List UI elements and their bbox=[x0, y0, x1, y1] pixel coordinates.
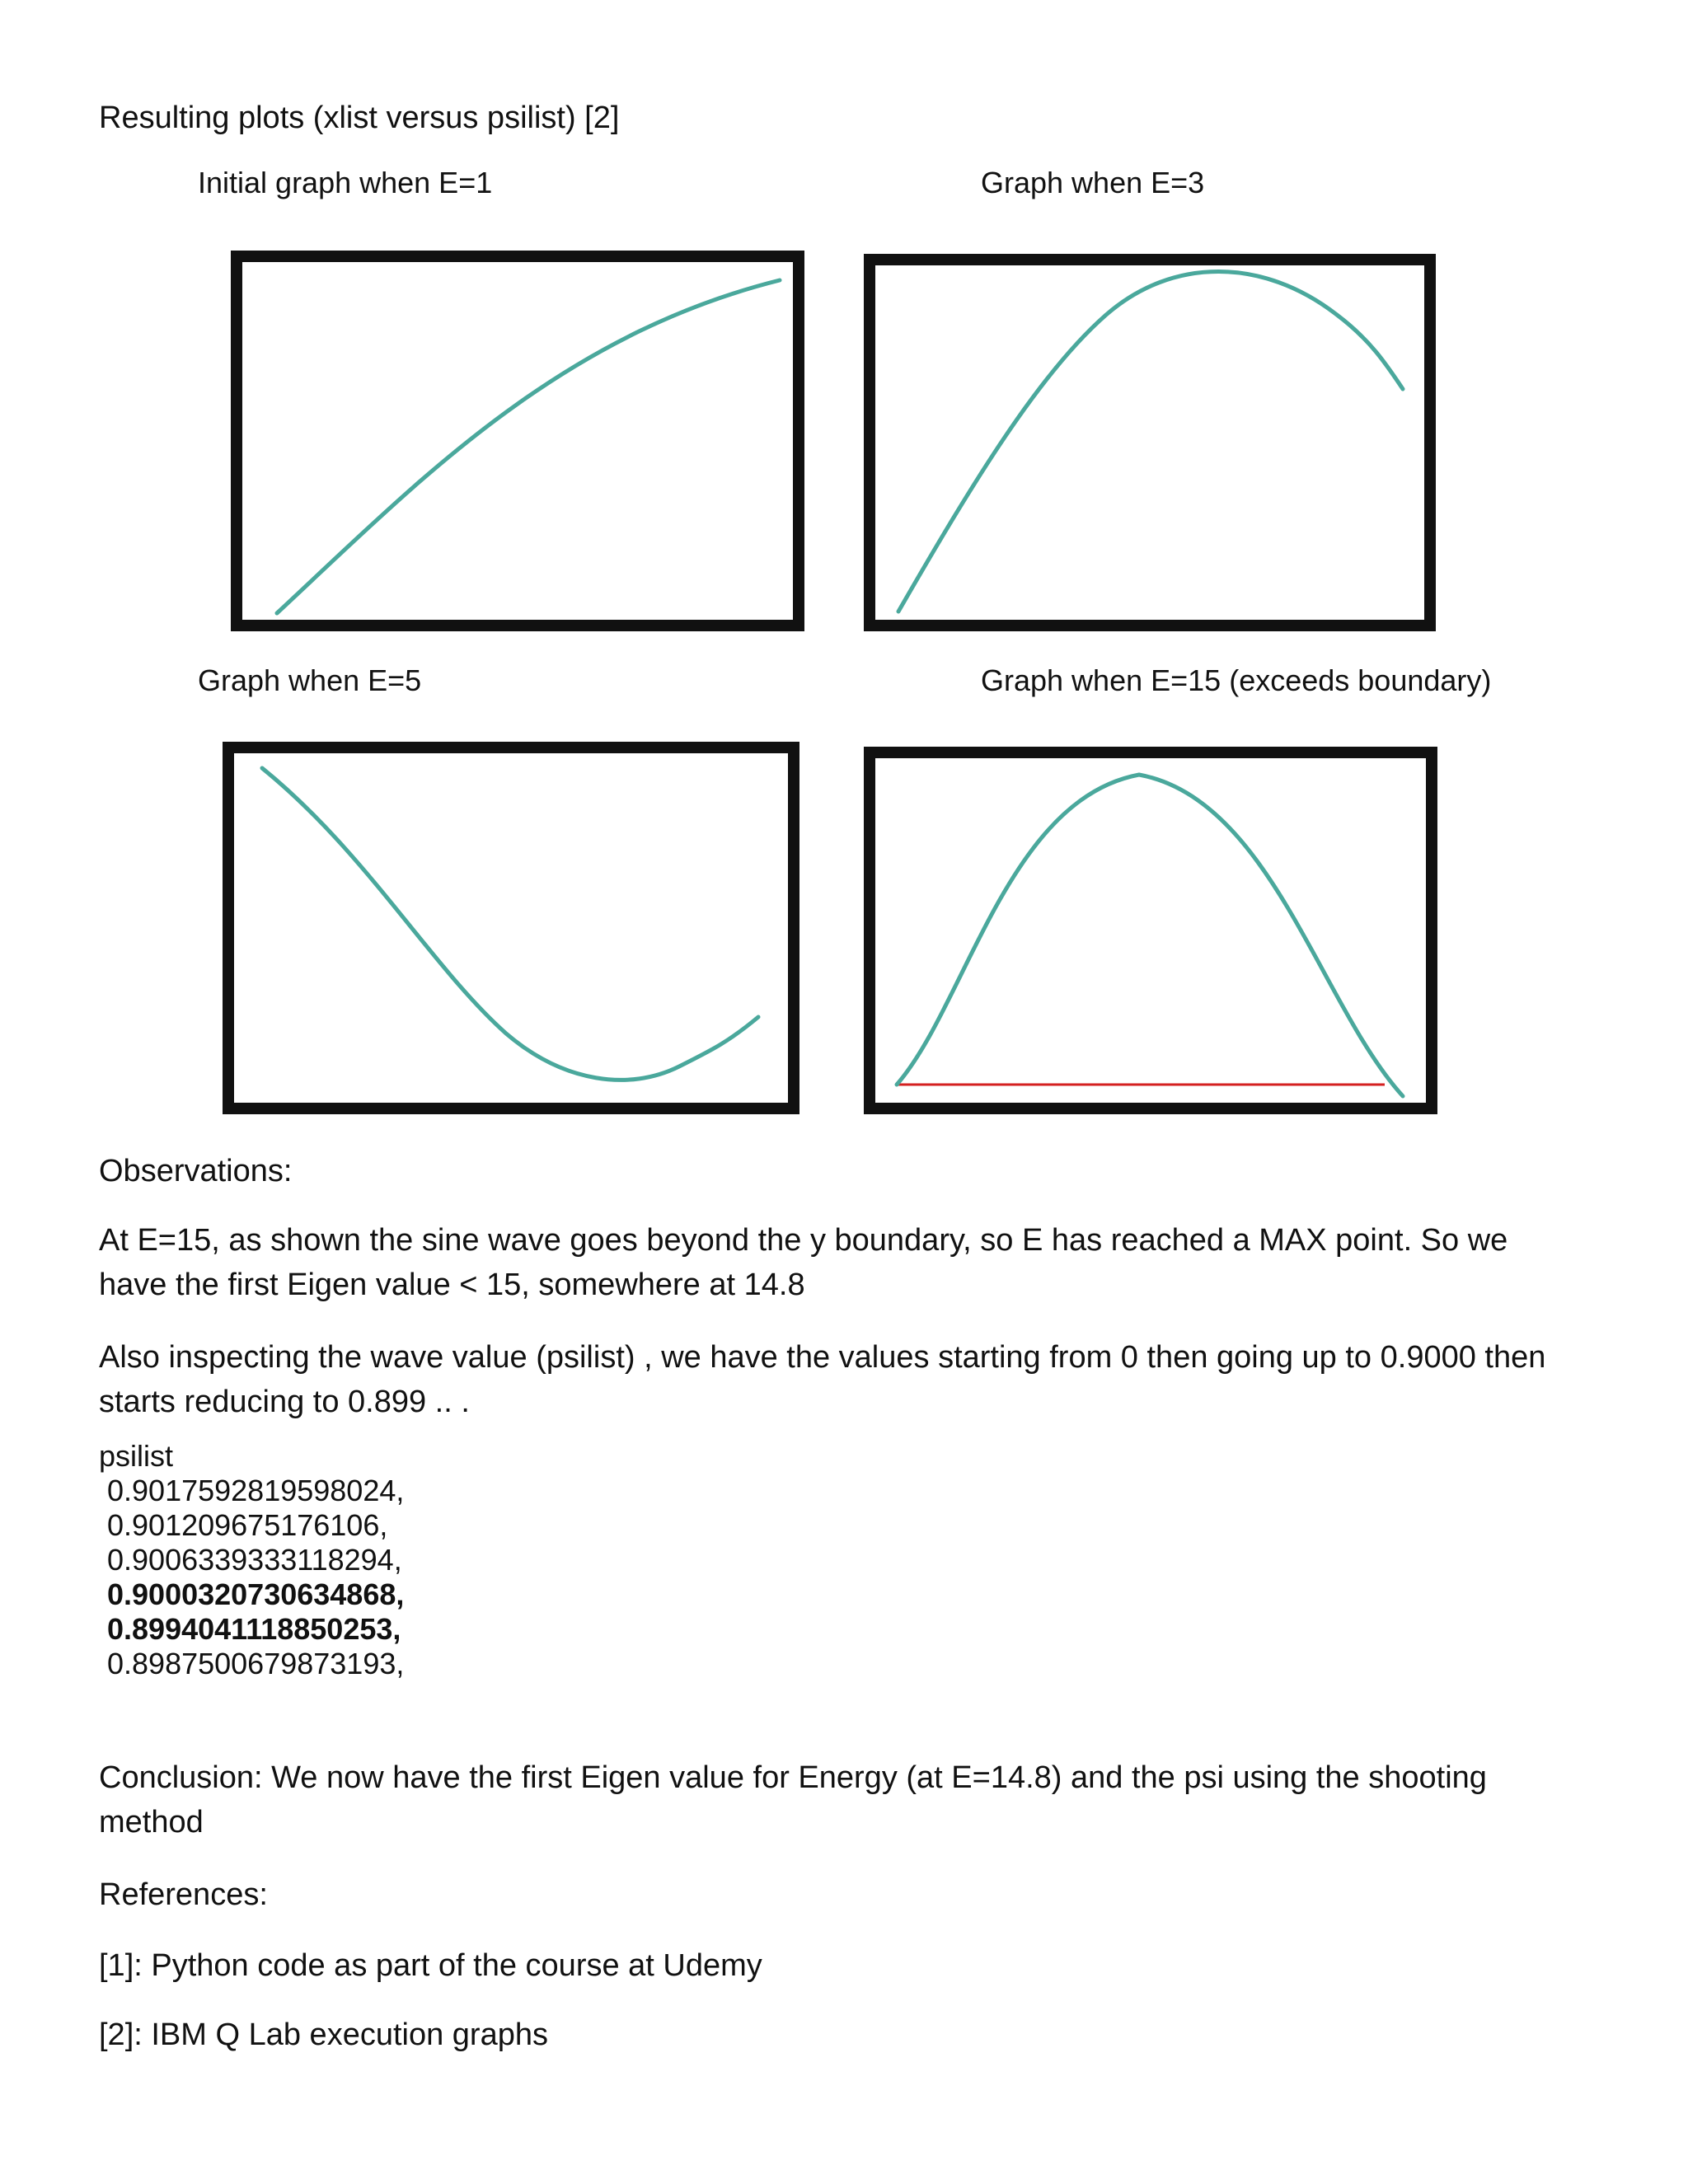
psilist-value: 0.9017592819598024, bbox=[107, 1474, 405, 1507]
plot-caption-e3: Graph when E=3 bbox=[981, 166, 1205, 199]
reference-item-2: [2]: IBM Q Lab execution graphs bbox=[99, 2018, 548, 2052]
references-heading: References: bbox=[99, 1877, 268, 1912]
plot-caption-e5: Graph when E=5 bbox=[198, 663, 422, 697]
plot-e3 bbox=[864, 254, 1436, 631]
plot-e5-svg bbox=[234, 753, 788, 1103]
plot-e15-svg bbox=[875, 758, 1426, 1103]
section-title: Resulting plots (xlist versus psilist) [2] bbox=[99, 101, 620, 135]
plot-e15 bbox=[864, 747, 1437, 1114]
observations-paragraph-2: Also inspecting the wave value (psilist) , we have the values starting from 0 then going up to 0.9000 then starts reducing to 0.899 .. . bbox=[99, 1340, 1546, 1419]
curve-e5 bbox=[262, 768, 758, 1080]
plot-e3-svg bbox=[875, 265, 1424, 620]
reference-item-1: [1]: Python code as part of the course at Udemy bbox=[99, 1948, 762, 1983]
psilist-label: psilist bbox=[99, 1439, 174, 1473]
psilist-value-highlighted: 0.9000320730634868, bbox=[107, 1577, 405, 1611]
psilist-value: 0.9006339333118294, bbox=[107, 1543, 402, 1577]
curve-e15 bbox=[897, 775, 1403, 1096]
psilist-block bbox=[99, 1439, 404, 1681]
psilist-value: 0.8987500679873193, bbox=[107, 1647, 405, 1680]
plot-e1 bbox=[231, 251, 804, 631]
psilist-value: 0.901209675176106, bbox=[107, 1508, 388, 1542]
plot-caption-e1: Initial graph when E=1 bbox=[198, 166, 493, 199]
psilist-value-highlighted: 0.8994041118850253, bbox=[107, 1612, 401, 1646]
conclusion-paragraph: Conclusion: We now have the first Eigen value for Energy (at E=14.8) and the psi using the shooting method bbox=[99, 1760, 1487, 1840]
plot-caption-e15: Graph when E=15 (exceeds boundary) bbox=[981, 663, 1492, 697]
curve-e3 bbox=[898, 272, 1403, 612]
observations-heading: Observations: bbox=[99, 1154, 293, 1188]
observations-paragraph-1: At E=15, as shown the sine wave goes beyond the y boundary, so E has reached a MAX point. So we have the first Eigen value < 15, somewhere at 14.8 bbox=[99, 1223, 1508, 1302]
plot-e1-svg bbox=[242, 262, 793, 620]
plot-e5 bbox=[223, 742, 799, 1114]
curve-e1 bbox=[277, 280, 780, 613]
